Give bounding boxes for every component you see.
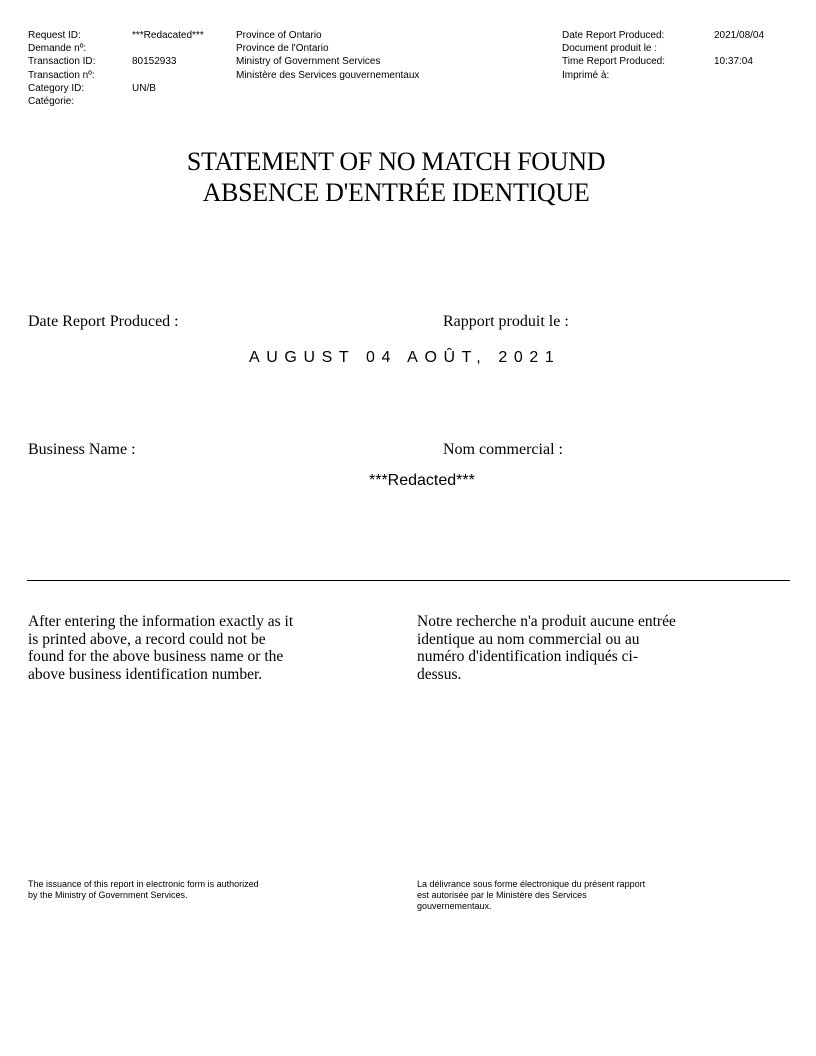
business-name-value: ***Redacted*** <box>369 472 475 489</box>
report-labels <box>562 29 665 82</box>
statement-en: After entering the information exactly as it is printed above, a record could not be found for the above business name or the above business identification number. <box>28 613 294 683</box>
business-name-label-fr: Nom commercial : <box>443 441 563 458</box>
time-report-produced-label: Time Report Produced: <box>562 56 666 68</box>
document-title <box>0 146 792 208</box>
province-en: Province of Ontario <box>236 30 322 41</box>
footer-en: The issuance of this report in electronic form is authorized by the Ministry of Government Services. <box>28 879 259 900</box>
categorie-label: Catégorie: <box>28 96 75 108</box>
date-report-produced-label: Date Report Produced: <box>562 30 665 41</box>
business-name-label-en: Business Name : <box>28 441 136 458</box>
date-label-fr: Rapport produit le : <box>443 313 569 330</box>
header-values <box>132 29 204 95</box>
transaction-no-label: Transaction nº: <box>28 69 95 81</box>
spacer <box>132 69 204 82</box>
spacer <box>132 42 204 55</box>
footer-fr: La délivrance sous forme électronique du présent rapport est autorisée par le Ministère des Services gouvernementaux. <box>417 879 646 911</box>
transaction-id-label: Transaction ID: <box>28 56 96 68</box>
title-fr: ABSENCE D'ENTRÉE IDENTIQUE <box>202 178 590 207</box>
request-id-value: ***Redacated*** <box>132 30 204 41</box>
ministry-block <box>236 29 419 82</box>
spacer <box>714 42 764 55</box>
date-label-en: Date Report Produced : <box>28 313 179 330</box>
category-id-label: Category ID: <box>28 82 85 94</box>
demande-no-label: Demande nº: <box>28 43 87 55</box>
statement-fr: Notre recherche n'a produit aucune entrée identique au nom commercial ou au numéro d'identification indiqués ci- dessus. <box>417 613 676 683</box>
report-time-value: 10:37:04 <box>714 56 753 68</box>
header-labels <box>28 29 95 108</box>
imprime-label: Imprimé à: <box>562 69 610 81</box>
report-values <box>714 29 764 69</box>
ministry-fr: Ministère des Services gouvernementaux <box>236 69 420 81</box>
province-fr: Province de l'Ontario <box>236 43 329 55</box>
title-en: STATEMENT OF NO MATCH FOUND <box>186 147 606 176</box>
category-id-value: UN/B <box>132 82 156 94</box>
report-date-value: 2021/08/04 <box>714 30 765 41</box>
report-date-large: AUGUST 04 AOÛT, 2021 <box>249 349 561 366</box>
request-id-label: Request ID: <box>28 30 81 41</box>
transaction-id-value: 80152933 <box>132 56 177 68</box>
divider <box>27 580 790 581</box>
document-produit-label: Document produit le : <box>562 43 658 55</box>
ministry-en: Ministry of Government Services <box>236 56 381 68</box>
